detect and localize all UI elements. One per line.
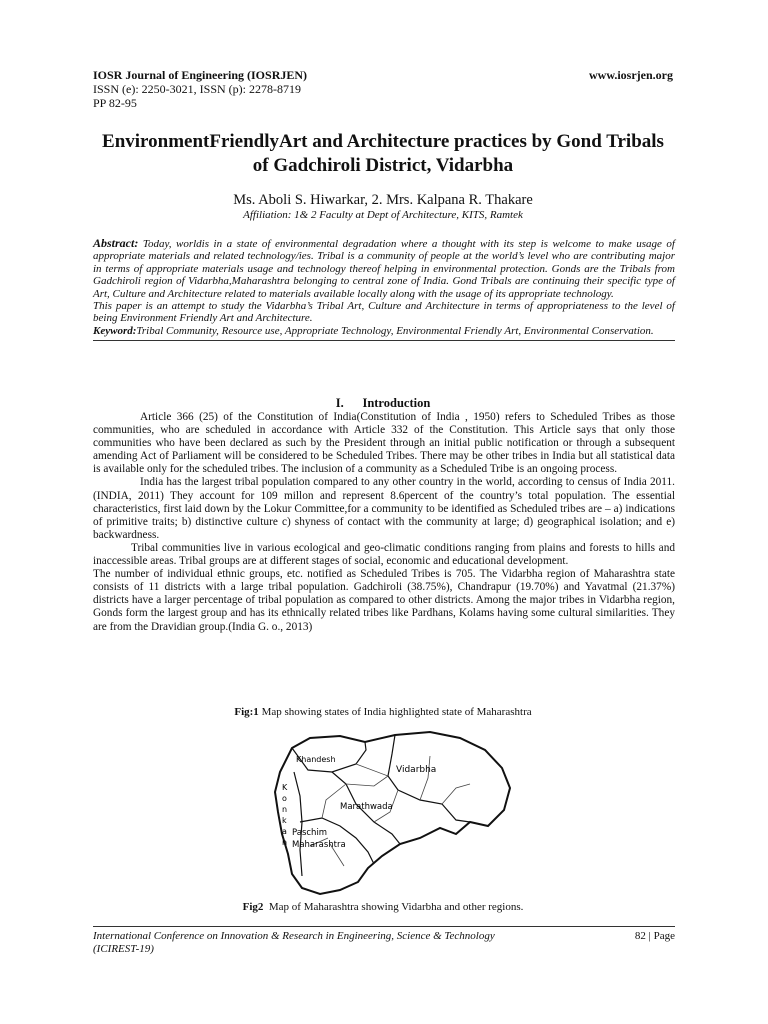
keywords: Tribal Community, Resource use, Appropriate Technology, Environmental Friendly Art, Environmental Conservation. <box>136 324 654 337</box>
journal-website[interactable]: www.iosrjen.org <box>589 68 673 82</box>
paragraph-4: The number of individual ethnic groups, etc. notified as Scheduled Tribes is 705. The Vidarbha region of Maharashtra state consists of 11 districts with a large tribal population. Gadchiroli (38.75%), Chandrapur (19.70%) and Yavatmal (21.37%) districts have a larger percentage of tribal population as compared to other districts. Among the major tribes in Vidarbha region, Gonds form the largest group and has its ethnically related tribes like Pardhans, Kolams having some cultural similarities. They are from the Dravidian group.(India G. o., 2013) <box>93 568 675 633</box>
label-paschim: Paschim <box>292 828 328 838</box>
figure-2-caption <box>93 901 673 913</box>
journal-name: IOSR Journal of Engineering (IOSRJEN) <box>93 68 308 82</box>
konkan-boundary <box>294 772 302 876</box>
label-maharashtra: Maharashtra <box>292 840 346 850</box>
label-marathwada: Marathwada <box>340 802 393 812</box>
label-konkan-n2: n <box>282 838 288 847</box>
paragraph-2: India has the largest tribal population compared to any other country in the world, according to census of India 2011.(INDIA, 2011) They account for 109 millon and represent 8.6percent of the country’s total population. The essential characteristics, first laid down by the Lokur Committee,for a community to be identified as Scheduled tribes are – a) indications of primitive traits; b) distinctive culture c) shyness of contact with the community at large; d) geographical isolation; and e) backwardness. <box>93 476 675 541</box>
issn: ISSN (e): 2250-3021, ISSN (p): 2278-8719 <box>93 82 301 96</box>
section-heading <box>93 396 673 411</box>
label-konkan-n1: n <box>282 805 288 814</box>
page-footer <box>93 926 675 956</box>
maharashtra-map <box>270 726 520 898</box>
figure-1-label: Fig:1 <box>234 706 259 718</box>
label-vidarbha: Vidarbha <box>396 765 437 775</box>
page-range: PP 82-95 <box>93 96 137 110</box>
authors: Ms. Aboli S. Hiwarkar, 2. Mrs. Kalpana R. Thakare <box>233 192 533 208</box>
paper-title: EnvironmentFriendlyArt and Architecture practices by Gond Tribals of Gadchiroli District, Vidarbha <box>102 131 664 176</box>
label-konkan-a: a <box>282 827 287 836</box>
figure-2-label: Fig2 <box>242 901 264 913</box>
page-number: 82 | Page <box>634 930 675 942</box>
figure-2-text: Map of Maharashtra showing Vidarbha and other regions. <box>268 901 524 913</box>
affiliation: Affiliation: 1& 2 Faculty at Dept of Architecture, KITS, Ramtek <box>243 209 523 221</box>
journal-header <box>93 68 673 110</box>
section-number: I. <box>335 396 344 410</box>
paragraph-3: Tribal communities live in various ecological and geo-climatic conditions ranging from plains and forests to hills and inaccessible areas. Tribal groups are at different stages of social, economic and educational development. <box>93 541 675 568</box>
body-text <box>93 411 675 634</box>
figure-1-caption <box>93 706 673 718</box>
figure-1-text: Map showing states of India highlighted state of Maharashtra <box>261 706 532 718</box>
label-konkan-k: K <box>282 783 288 792</box>
paragraph-1: Article 366 (25) of the Constitution of India(Constitution of India , 1950) refers to Scheduled Tribes as those communities, who are scheduled in accordance with Article 332 of the Constitution. This Article says that only those communities who have been declared as such by the President through an initial public notification or through a subsequent amending Act of Parliament will be considered to be Scheduled Tribes. There may be other tribes in India but all statistical data is available only for the scheduled tribes. The inclusion of a community as a Scheduled Tribe is an ongoing process. <box>93 411 675 476</box>
abstract-p1: Today, worldis in a state of environmental degradation where a thought with its step is welcome to make usage of appropriate materials and related technology/ies. Tribal is a community of people at the world’s level who are contributing major in terms of appropriate materials usage and technology thereof helping in environmental protection. Gonds are the Tribals from Gadchiroli region of Vidarbha,Maharashtra belonging to central zone of India. Gond Tribals are continuing their specific type of Art, Culture and Architecture related to materials available locally along with the usage of its appropriate technology. <box>93 238 675 300</box>
conference-short: (ICIREST-19) <box>93 943 154 955</box>
label-konkan-k2: k <box>282 816 287 825</box>
abstract <box>93 237 675 341</box>
vidarbha-boundary <box>388 735 470 822</box>
section-title: Introduction <box>362 396 431 410</box>
abstract-label: Abstract: <box>93 236 139 250</box>
keyword-label: Keyword: <box>93 324 137 337</box>
label-khandesh: Khandesh <box>296 755 336 764</box>
label-konkan-o: o <box>282 794 287 803</box>
abstract-p2: This paper is an attempt to study the Vidarbha’s Tribal Art, Culture and Architecture in terms of appropriateness to the level of being Environment Friendly Art and Architecture. <box>93 300 675 325</box>
conference-name: International Conference on Innovation & Research in Engineering, Science & Technology <box>93 930 495 942</box>
